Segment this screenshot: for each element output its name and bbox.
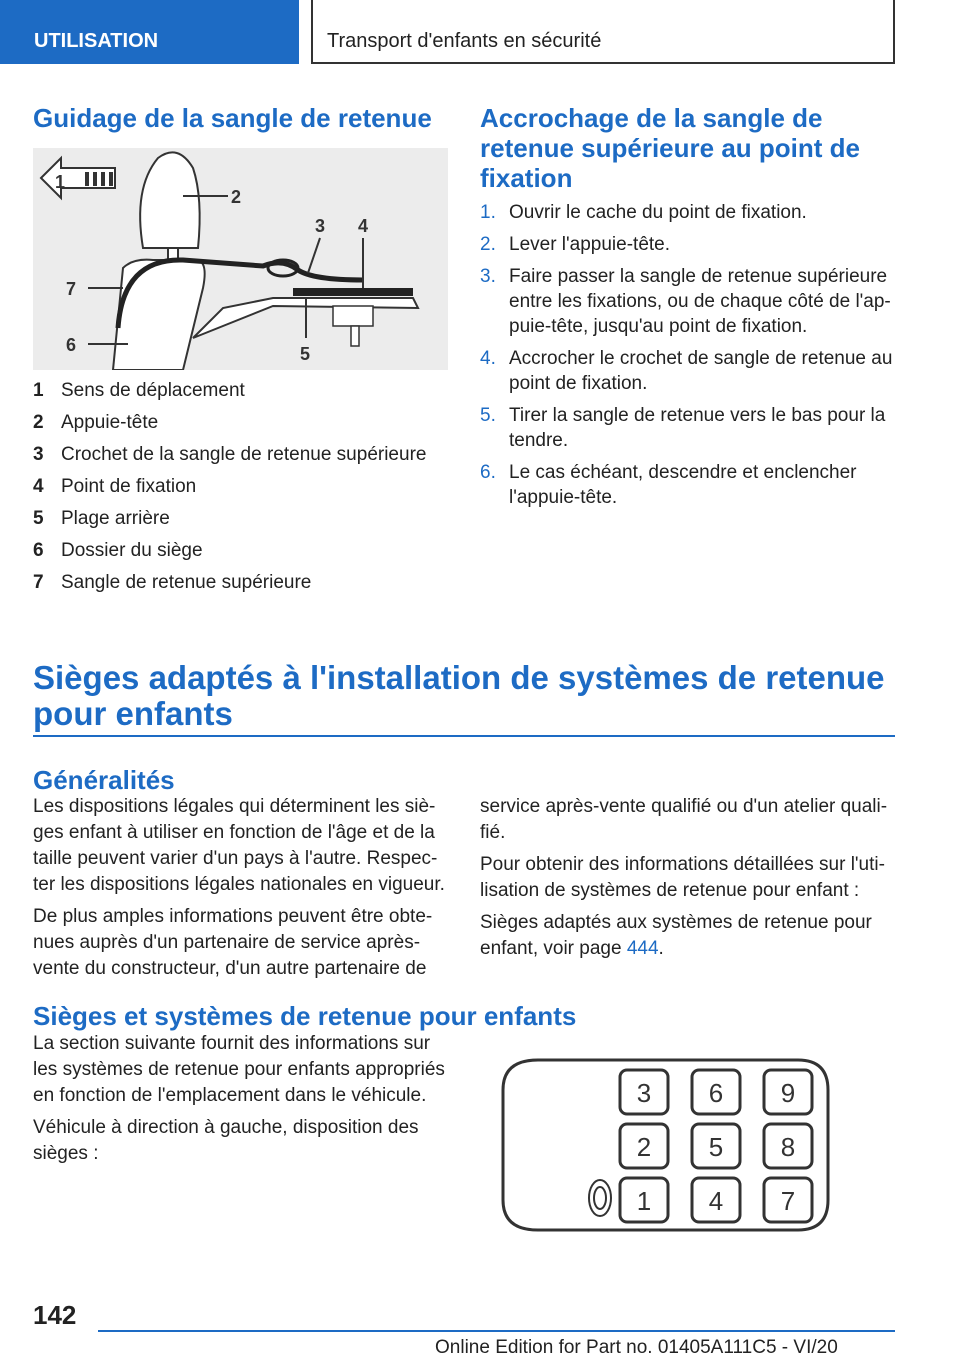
legend-item: 1 Sens de déplacement bbox=[33, 380, 245, 401]
legend-item: 6 Dossier du siège bbox=[33, 540, 203, 561]
seat-number-8: 8 bbox=[780, 1132, 796, 1162]
section-tab bbox=[0, 0, 299, 64]
section-label: UTILISATION bbox=[34, 30, 159, 52]
seat-number-1: 1 bbox=[636, 1186, 652, 1216]
fig-label-5: 5 bbox=[300, 344, 311, 364]
headrest-shape bbox=[140, 152, 200, 248]
fig-label-7: 7 bbox=[66, 279, 77, 299]
fig-label-2: 2 bbox=[231, 187, 242, 207]
chapter-title: Transport d'enfants en sécurité bbox=[327, 30, 602, 52]
strap-routing-illustration bbox=[33, 148, 448, 370]
seat-number-9: 9 bbox=[780, 1078, 796, 1108]
seat-number-4: 4 bbox=[708, 1186, 724, 1216]
fig-label-1: 1 bbox=[55, 172, 66, 192]
generalites-col1: Les dispositions légales qui déterminent les siè‐ges enfant à utiliser en fonction de l'âge et de la taille peuvent varier d'un pays à l'autre. Respec‐ter les dispositions légales nationales en vigueur. De plus amples informations peuvent être obte‐nues auprès d'un partenaire de service après-vente du constructeur, d'un autre partenaire de bbox=[33, 796, 445, 979]
seat-number-3: 3 bbox=[636, 1078, 652, 1108]
strap-routing-figure bbox=[33, 148, 448, 370]
fig-label-3: 3 bbox=[315, 216, 326, 236]
seat-number-7: 7 bbox=[780, 1186, 796, 1216]
footer-divider bbox=[98, 1330, 895, 1332]
seat-number-2: 2 bbox=[636, 1132, 652, 1162]
seatback-shape bbox=[113, 260, 205, 370]
seat-layout-diagram bbox=[478, 1050, 838, 1240]
guidage-title: Guidage de la sangle de retenue bbox=[33, 103, 432, 133]
legend-item: 3 Crochet de la sangle de retenue supérieure bbox=[33, 444, 427, 465]
seat-number-6: 6 bbox=[708, 1078, 724, 1108]
step-item: 1. Ouvrir le cache du point de fixation. bbox=[480, 202, 807, 223]
figure-legend bbox=[33, 380, 443, 604]
step-item: 4. Accrocher le crochet de sangle de retenue au point de fixation. bbox=[480, 348, 893, 394]
generalites-col2: service après-vente qualifié ou d'un atelier quali‐fié. Pour obtenir des informations détaillées sur l'uti‐lisation de systèmes de retenue pour enfant : Sièges adaptés aux systèmes de retenue pour enfant, voir page 444. bbox=[480, 796, 888, 959]
seat-layout-figure bbox=[478, 1050, 838, 1240]
legend-item: 7 Sangle de retenue supérieure bbox=[33, 572, 312, 593]
step-item: 3. Faire passer la sangle de retenue supérieure entre les fixations, ou de chaque côté de l'ap‐puie-tête, jusqu'au point de fixation. bbox=[480, 266, 891, 337]
accrochage-title: Accrochage de la sangle de retenue supérieure au point de fixation bbox=[480, 103, 860, 193]
page-link[interactable]: 444 bbox=[626, 938, 659, 959]
fig-label-4: 4 bbox=[358, 216, 369, 236]
step-item: 5. Tirer la sangle de retenue vers le bas pour la tendre. bbox=[480, 405, 886, 451]
page-number: 142 bbox=[33, 1300, 77, 1330]
fig-label-6: 6 bbox=[66, 335, 77, 355]
steps-list bbox=[480, 200, 900, 517]
chapter-header bbox=[311, 0, 895, 64]
legend-item: 4 Point de fixation bbox=[33, 476, 197, 497]
generalites-title: Généralités bbox=[33, 765, 175, 795]
legend-item: 5 Plage arrière bbox=[33, 508, 170, 529]
systemes-title: Sièges et systèmes de retenue pour enfants bbox=[33, 1001, 577, 1031]
systemes-text: La section suivante fournit des informations sur les systèmes de retenue pour enfants appropriés en fonction de l'emplacement dans le véhicule. Véhicule à direction à gauche, disposition des sièges : bbox=[33, 1033, 445, 1164]
step-item: 2. Lever l'appuie-tête. bbox=[480, 234, 671, 255]
legend-item: 2 Appuie-tête bbox=[33, 412, 159, 433]
steering-wheel-icon bbox=[589, 1180, 611, 1216]
edition-footer: Online Edition for Part no. 01405A111C5 - VI/20 bbox=[435, 1337, 838, 1358]
sieges-title: Sièges adaptés à l'installation de systèmes de retenue pour enfants bbox=[33, 659, 885, 732]
step-item: 6. Le cas échéant, descendre et enclencher l'appuie-tête. bbox=[480, 462, 857, 508]
seat-number-5: 5 bbox=[708, 1132, 724, 1162]
section-divider bbox=[33, 735, 895, 737]
